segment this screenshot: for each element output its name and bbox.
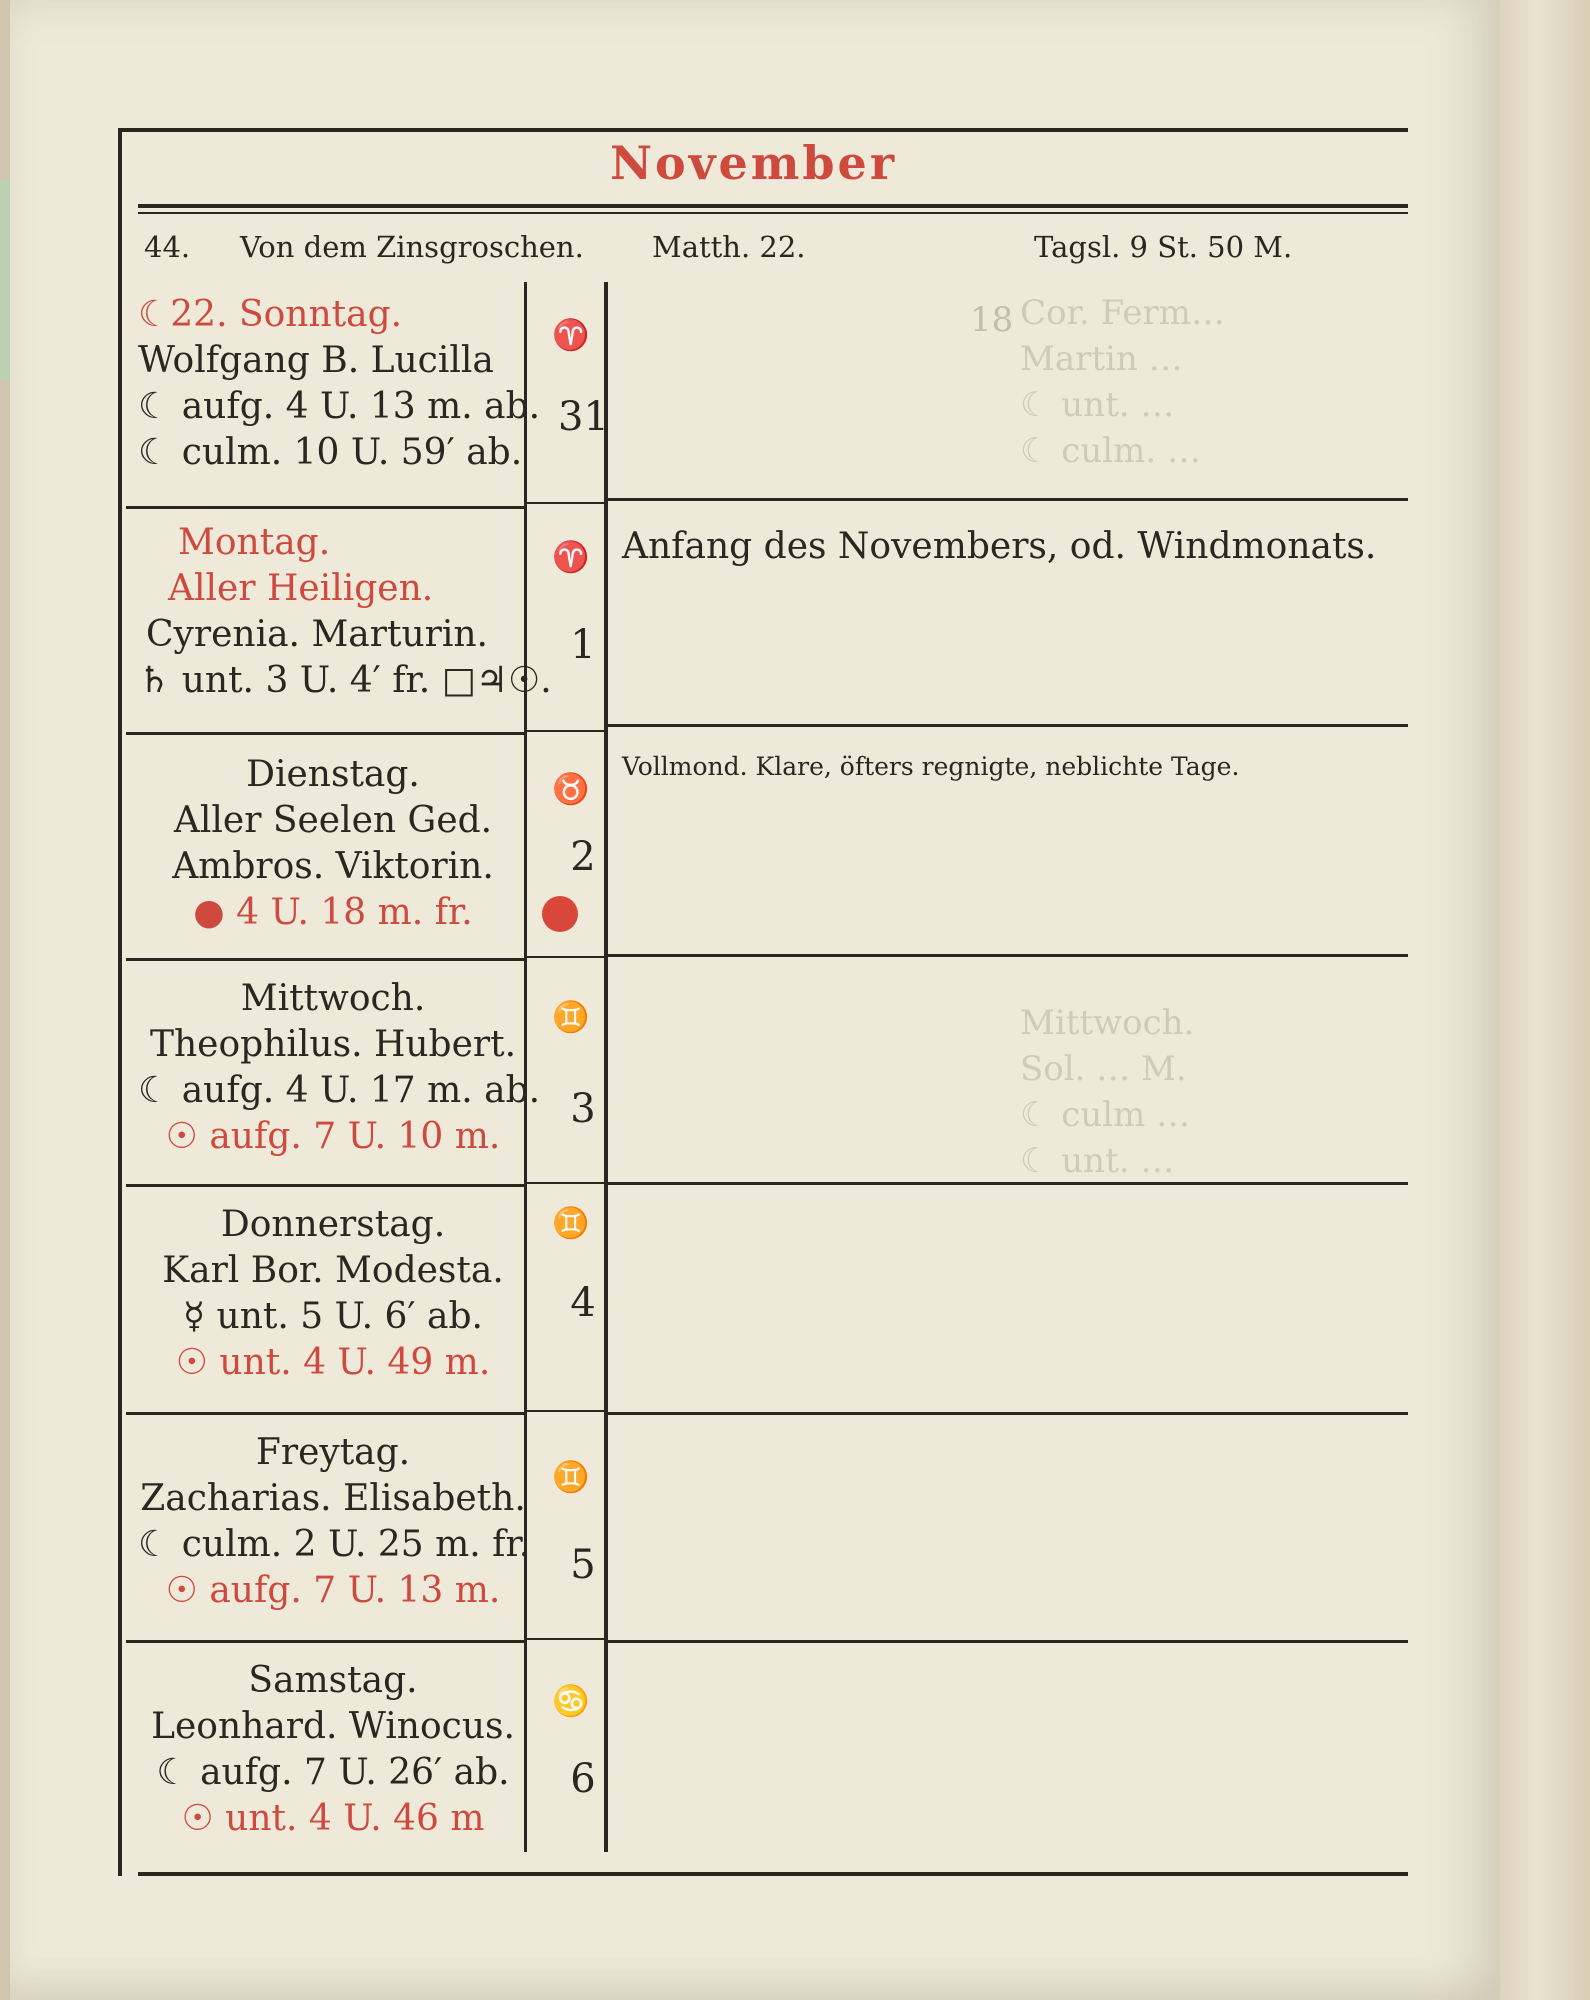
sun-note: ☉ aufg. 7 U. 10 m. xyxy=(165,1116,501,1157)
row-separator xyxy=(608,954,1408,957)
astro-note: ☾ culm. 10 U. 59′ ab. xyxy=(138,432,523,473)
day-name: Donnerstag. xyxy=(220,1204,446,1245)
title-rule-bottom xyxy=(138,212,1408,214)
row-separator xyxy=(126,506,524,509)
row-separator xyxy=(608,1412,1408,1415)
title-rule-top xyxy=(138,204,1408,208)
row-separator xyxy=(608,724,1408,727)
day-name: Montag. xyxy=(178,522,331,563)
day-entry-thursday xyxy=(138,1202,528,1386)
row-separator xyxy=(527,502,604,504)
bleed-through-text: 18 xyxy=(970,300,1014,340)
day-name: Mittwoch. xyxy=(240,978,426,1019)
row-separator xyxy=(608,498,1408,501)
month-title: November xyxy=(610,136,898,190)
row-separator xyxy=(126,1412,524,1415)
day-entry-monday xyxy=(138,520,552,704)
aries-icon: ♈ xyxy=(552,318,590,353)
left-border xyxy=(118,128,122,1876)
day-entry-wednesday xyxy=(138,976,541,1160)
day-name: ☾22. Sonntag. xyxy=(138,294,403,335)
row-separator xyxy=(126,732,524,735)
day-entry-friday xyxy=(138,1430,531,1614)
sun-note: ☉ unt. 4 U. 49 m. xyxy=(175,1342,491,1383)
saints: Leonhard. Winocus. xyxy=(151,1706,515,1747)
date-number: 5 xyxy=(570,1542,596,1588)
binding-edge xyxy=(0,180,10,380)
bleed-through-text: Mittwoch. Sol. … M. ☾ culm … ☾ unt. … xyxy=(1020,1003,1195,1181)
gemini-icon: ♊ xyxy=(552,1206,590,1241)
day-entry-tuesday xyxy=(138,752,528,936)
day-name: Freytag. xyxy=(255,1432,411,1473)
row-separator xyxy=(527,1410,604,1412)
page-number: 44. xyxy=(144,230,191,264)
taurus-icon: ♉ xyxy=(552,772,590,807)
saints: Ambros. Viktorin. xyxy=(172,846,494,887)
date-number: 6 xyxy=(570,1756,596,1802)
day-length: Tagsl. 9 St. 50 M. xyxy=(1034,230,1293,264)
saints: Zacharias. Elisabeth. xyxy=(140,1478,526,1519)
date-number: 1 xyxy=(570,622,596,668)
gemini-icon: ♊ xyxy=(552,1460,590,1495)
date-number: 31 xyxy=(558,394,609,440)
gemini-icon: ♊ xyxy=(552,1000,590,1035)
full-moon-note: ● 4 U. 18 m. fr. xyxy=(193,892,473,933)
date-number: 3 xyxy=(570,1086,596,1132)
sign-column-right-rule xyxy=(604,282,608,1852)
row-separator xyxy=(126,958,524,961)
saints: Wolfgang B. Lucilla xyxy=(138,340,494,381)
feast-name: Aller Seelen Ged. xyxy=(173,800,493,841)
row-separator xyxy=(126,1640,524,1643)
gospel-title: Von dem Zinsgroschen. xyxy=(240,230,584,264)
day-name: Dienstag. xyxy=(246,754,420,795)
saints: Theophilus. Hubert. xyxy=(149,1024,517,1065)
bottom-rule xyxy=(138,1872,1408,1876)
sun-note: ☉ unt. 4 U. 46 m xyxy=(181,1798,485,1839)
astro-note: ☿ unt. 5 U. 6′ ab. xyxy=(182,1296,483,1337)
astro-note: ☾ culm. 2 U. 25 m. fr. xyxy=(138,1524,531,1565)
bleed-through-text: Cor. Ferm… Martin … ☾ unt. … ☾ culm. … xyxy=(1020,293,1225,471)
row-separator xyxy=(126,1184,524,1187)
date-number: 4 xyxy=(570,1280,596,1326)
row-separator xyxy=(608,1640,1408,1643)
top-rule xyxy=(118,128,1408,132)
astro-note: ☾ aufg. 7 U. 26′ ab. xyxy=(156,1752,510,1793)
astro-note: ☾ aufg. 4 U. 13 m. ab. xyxy=(138,386,541,427)
day-name: Samstag. xyxy=(248,1660,418,1701)
row-separator xyxy=(527,730,604,732)
day-entry-sunday xyxy=(138,292,541,476)
cancer-icon: ♋ xyxy=(552,1684,590,1719)
gospel-reference: Matth. 22. xyxy=(652,230,806,264)
astro-note: ♄ unt. 3 U. 4′ fr. □♃☉. xyxy=(138,660,552,701)
note-text: Vollmond. Klare, öfters regnigte, neblichte Tage. xyxy=(622,752,1240,781)
date-number: 2 xyxy=(570,834,596,880)
full-moon-icon xyxy=(542,896,578,932)
row-separator xyxy=(527,956,604,958)
sun-note: ☉ aufg. 7 U. 13 m. xyxy=(165,1570,501,1611)
almanac-page xyxy=(10,0,1500,2000)
astro-note: ☾ aufg. 4 U. 17 m. ab. xyxy=(138,1070,541,1111)
row-separator xyxy=(527,1638,604,1640)
day-entry-saturday xyxy=(138,1658,528,1842)
note-text: Anfang des Novembers, od. Windmonats. xyxy=(622,526,1377,567)
aries-icon: ♈ xyxy=(552,540,590,575)
saints: Cyrenia. Marturin. xyxy=(146,614,488,655)
row-separator xyxy=(527,1182,604,1184)
saints: Karl Bor. Modesta. xyxy=(162,1250,504,1291)
adjacent-page-edge xyxy=(1500,0,1590,2000)
feast-name: Aller Heiligen. xyxy=(168,568,434,609)
